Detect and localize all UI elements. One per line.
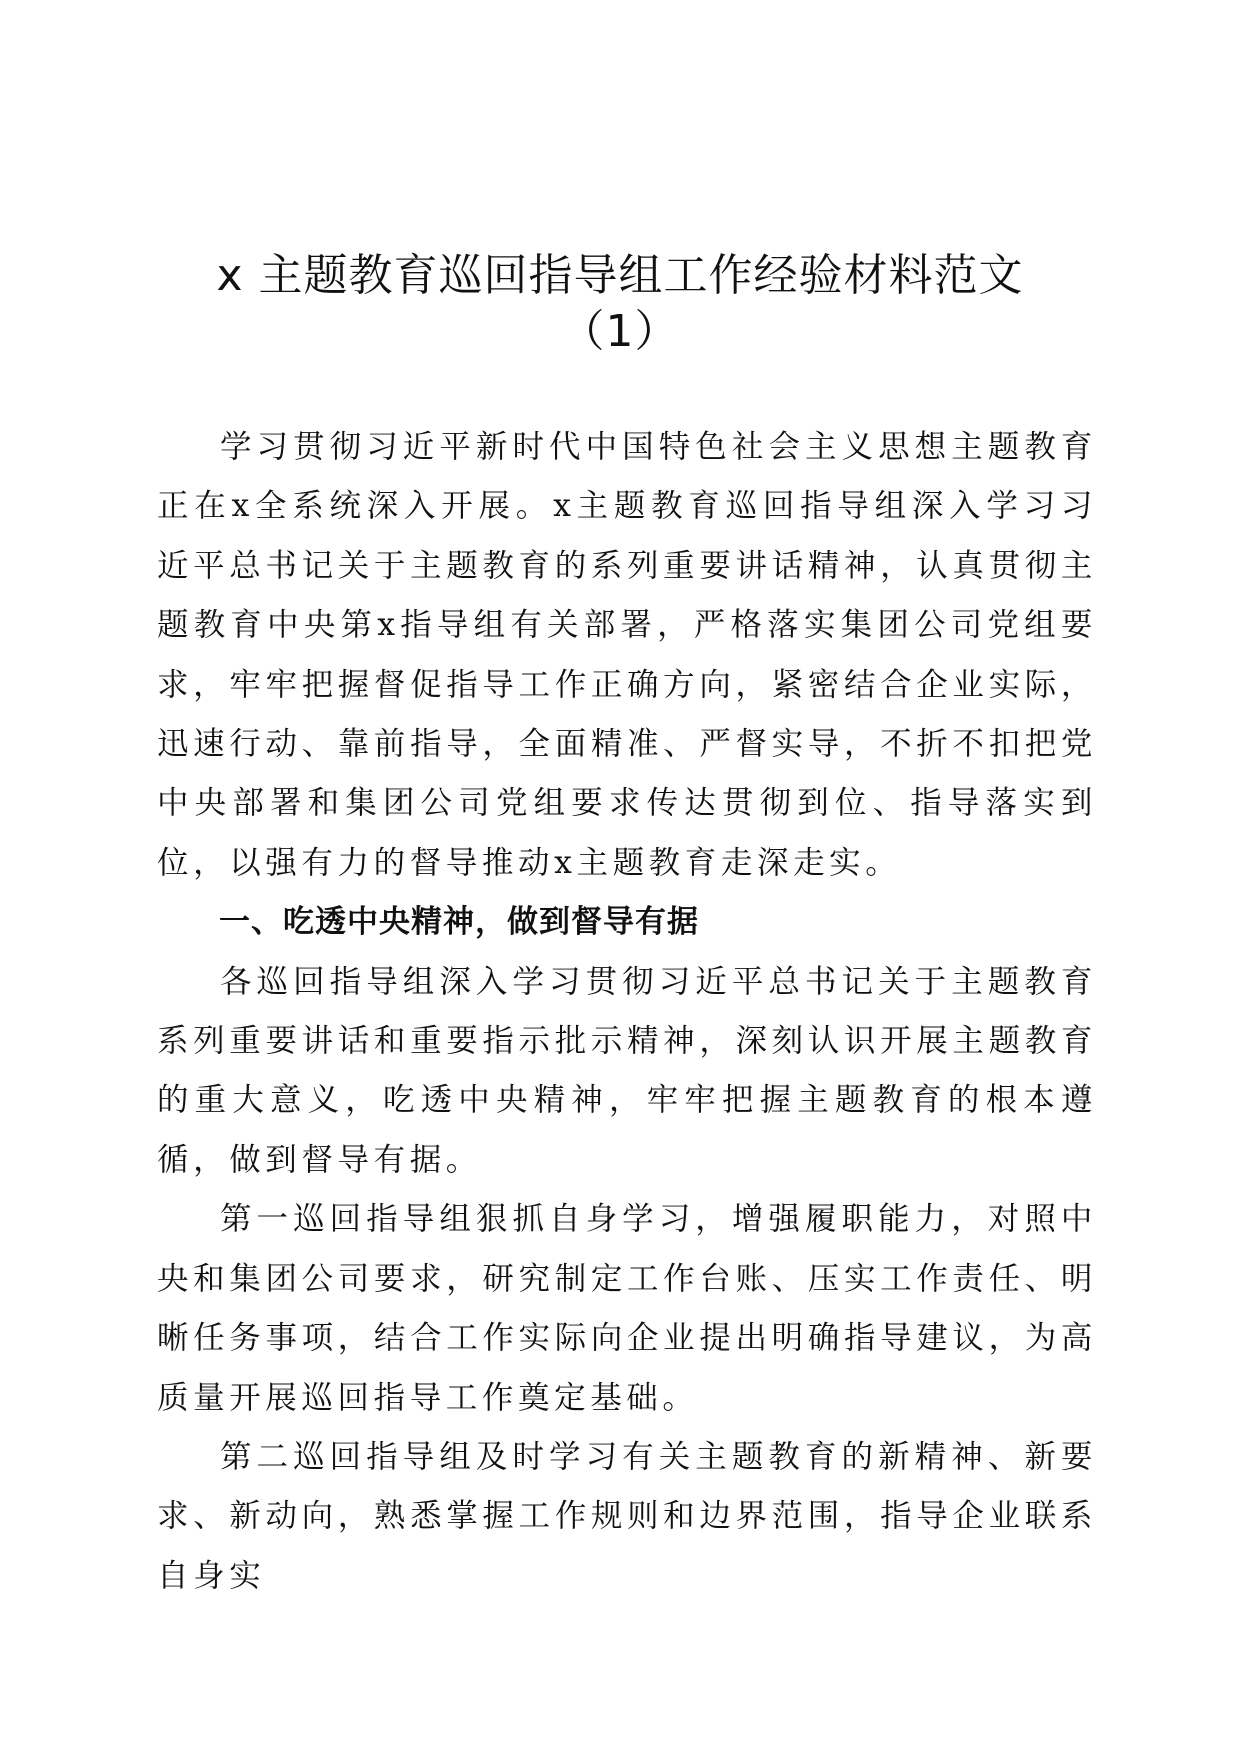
title-line-1: x 主题教育巡回指导组工作经验材料范文 [216,250,1024,301]
section-heading-1: 一、吃透中央精神，做到督导有据 [219,904,699,941]
section1-paragraph-3: 第二巡回指导组及时学习有关主题教育的新精神、新要求、新动向，熟悉掌握工作规则和边界范围，指导企业联系自身实 [157,1438,1097,1594]
section1-paragraph-1: 各巡回指导组深入学习贯彻习近平总书记关于主题教育系列重要讲话和重要指示批示精神，深刻认识开展主题教育的重大意义，吃透中央精神，牢牢把握主题教育的根本遵循，做到督导有据。 [157,963,1097,1178]
document-title [150,248,1090,360]
section1-paragraph-2: 第一巡回指导组狠抓自身学习，增强履职能力，对照中央和集团公司要求，研究制定工作台账、压实工作责任、明晰任务事项，结合工作实际向企业提出明确指导建议，为高质量开展巡回指导工作奠定基础。 [157,1201,1097,1416]
title-line-2: （1） [560,306,680,357]
document-body [157,418,1097,1606]
intro-paragraph: 学习贯彻习近平新时代中国特色社会主义思想主题教育正在x全系统深入开展。x主题教育巡回指导组深入学习习近平总书记关于主题教育的系列重要讲话精神，认真贯彻主题教育中央第x指导组有关部署，严格落实集团公司党组要求，牢牢把握督促指导工作正确方向，紧密结合企业实际，迅速行动、靠前指导，全面精准、严督实导，不折不扣把党中央部署和集团公司党组要求传达贯彻到位、指导落实到位，以强有力的督导推动x主题教育走深走实。 [157,429,1097,881]
